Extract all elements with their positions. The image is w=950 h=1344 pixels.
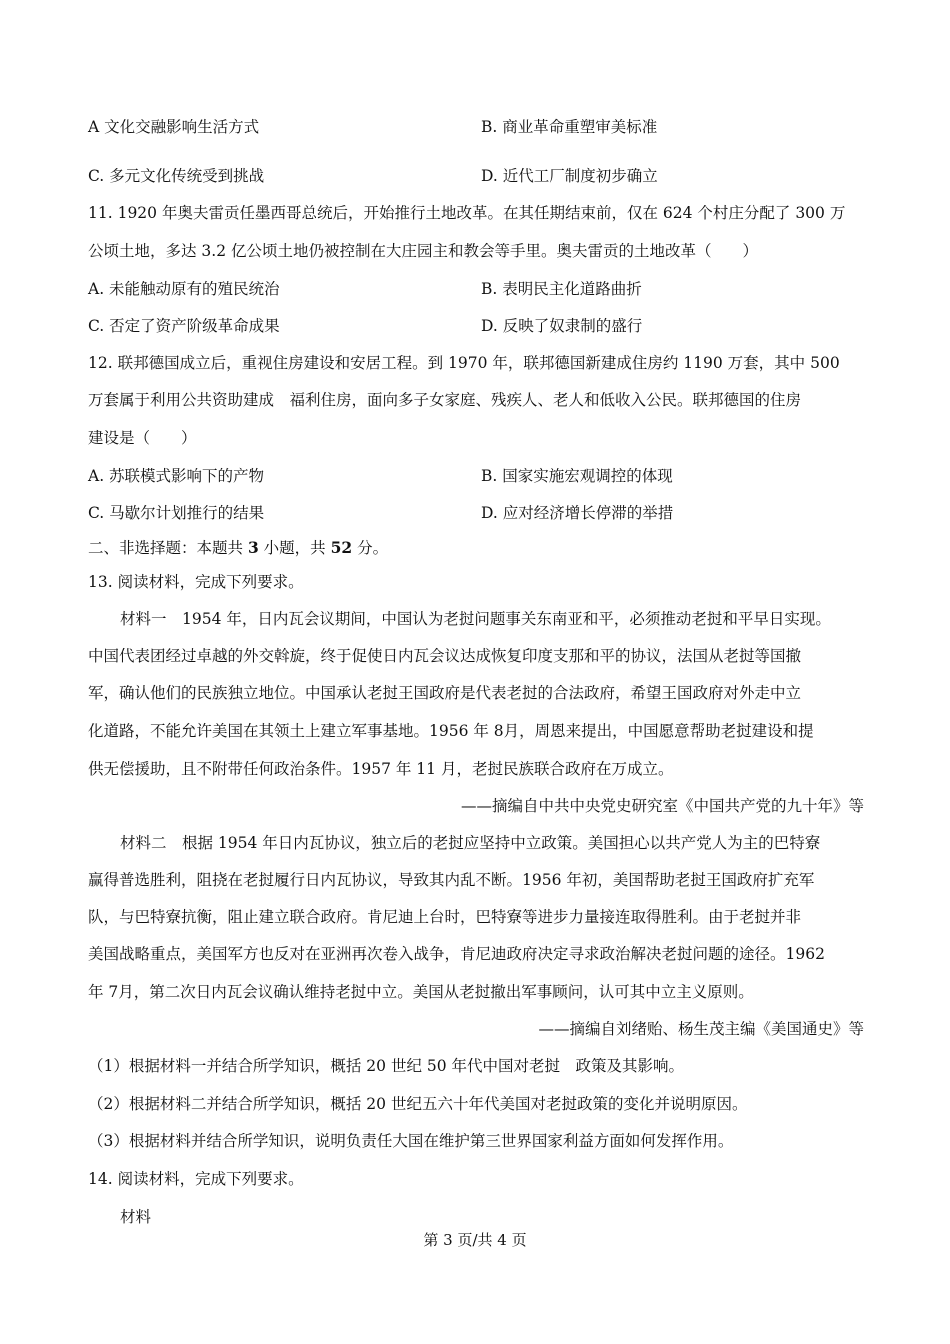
q13-material-two-source: ——摘编自刘绪贻、杨生茂主编《美国通史》等 [538, 1020, 864, 1038]
q10-option-b: B. 商业革命重塑审美标准 [481, 118, 658, 136]
q10-option-a: A 文化交融影响生活方式 [88, 118, 260, 136]
q10-option-d: D. 近代工厂制度初步确立 [481, 167, 658, 185]
q12-stem-line: 万套属于利用公共资助建成 福利住房，面向多子女家庭、残疾人、老人和低收入公民。联邦德国的住房 [88, 391, 802, 409]
q12-option-b: B. 国家实施宏观调控的体现 [481, 467, 673, 485]
page-footer: 第 3 页/共 4 页 [423, 1231, 527, 1249]
q13-material-two-line: 赢得普选胜利，阻挠在老挝履行日内瓦协议，导致其内乱不断。1956 年初，美国帮助老挝王国政府扩充军 [88, 871, 815, 889]
q12-option-d: D. 应对经济增长停滞的举措 [481, 504, 674, 522]
q11-option-c: C. 否定了资产阶级革命成果 [88, 317, 280, 335]
q12-option-c: C. 马歇尔计划推行的结果 [88, 504, 265, 522]
q12-option-a: A. 苏联模式影响下的产物 [88, 467, 265, 485]
q11-option-a: A. 未能触动原有的殖民统治 [88, 280, 280, 298]
q14-heading: 14. 阅读材料，完成下列要求。 [88, 1170, 304, 1188]
q13-material-two-line: 年 7月，第二次日内瓦会议确认维持老挝中立。美国从老挝撤出军事顾问，认可其中立主义原则。 [88, 983, 754, 1001]
q11-option-b: B. 表明民主化道路曲折 [481, 280, 642, 298]
q13-material-one-line: 供无偿援助，且不附带任何政治条件。1957 年 11 月，老挝民族联合政府在万成立。 [88, 760, 674, 778]
q13-material-two-line: 队，与巴特寮抗衡，阻止建立联合政府。肯尼迪上台时，巴特寮等进步力量接连取得胜利。由于老挝并非 [88, 908, 802, 926]
section-heading-suffix: 分。 [352, 539, 389, 557]
q14-material-label: 材料 [120, 1208, 152, 1226]
section-heading-middle: 小题，共 [258, 539, 331, 557]
q13-material-one-line: 化道路，不能允许美国在其领土上建立军事基地。1956 年 8月，周恩来提出，中国愿意帮助老挝建设和提 [88, 722, 814, 740]
q13-material-one-source: ——摘编自中共中央党史研究室《中国共产党的九十年》等 [460, 797, 864, 815]
q10-option-c: C. 多元文化传统受到挑战 [88, 167, 265, 185]
q12-stem-line: 12. 联邦德国成立后，重视住房建设和安居工程。到 1970 年，联邦德国新建成住房约 1190 万套，其中 500 [88, 354, 840, 372]
q11-option-d: D. 反映了奴隶制的盛行 [481, 317, 643, 335]
question-count: 3 [247, 538, 259, 557]
q13-heading: 13. 阅读材料，完成下列要求。 [88, 573, 304, 591]
q13-material-one-line: 材料一 1954 年，日内瓦会议期间，中国认为老挝问题事关东南亚和平，必须推动老挝和平早日实现。 [120, 610, 831, 628]
q13-material-two-line: 美国战略重点，美国军方也反对在亚洲再次卷入战争，肯尼迪政府决定寻求政治解决老挝问题的途径。1962 [88, 945, 825, 963]
q12-stem-line: 建设是（ ） [88, 429, 197, 447]
section-heading [88, 538, 388, 558]
section-heading-prefix: 二、非选择题：本题共 [88, 539, 248, 557]
q13-requirement-1: （1）根据材料一并结合所学知识，概括 20 世纪 50 年代中国对老挝 政策及其影响。 [88, 1057, 685, 1075]
q11-stem-line: 11. 1920 年奥夫雷贡任墨西哥总统后，开始推行土地改革。在其任期结束前，仅在 624 个村庄分配了 300 万 [88, 204, 846, 222]
q11-stem-line: 公顷土地，多达 3.2 亿公顷土地仍被控制在大庄园主和教会等手里。奥夫雷贡的土地改革（ ） [88, 242, 759, 260]
q13-material-one-line: 军，确认他们的民族独立地位。中国承认老挝王国政府是代表老挝的合法政府，希望王国政府对外走中立 [88, 684, 802, 702]
q13-material-two-line: 材料二 根据 1954 年日内瓦协议，独立后的老挝应坚持中立政策。美国担心以共产党人为主的巴特寮 [120, 834, 821, 852]
total-score: 52 [330, 538, 353, 557]
q13-material-one-line: 中国代表团经过卓越的外交斡旋，终于促使日内瓦会议达成恢复印度支那和平的协议，法国从老挝等国撤 [88, 647, 802, 665]
q13-requirement-2: （2）根据材料二并结合所学知识，概括 20 世纪五六十年代美国对老挝政策的变化并说明原因。 [88, 1095, 748, 1113]
q13-requirement-3: （3）根据材料并结合所学知识，说明负责任大国在维护第三世界国家利益方面如何发挥作用。 [88, 1132, 734, 1150]
